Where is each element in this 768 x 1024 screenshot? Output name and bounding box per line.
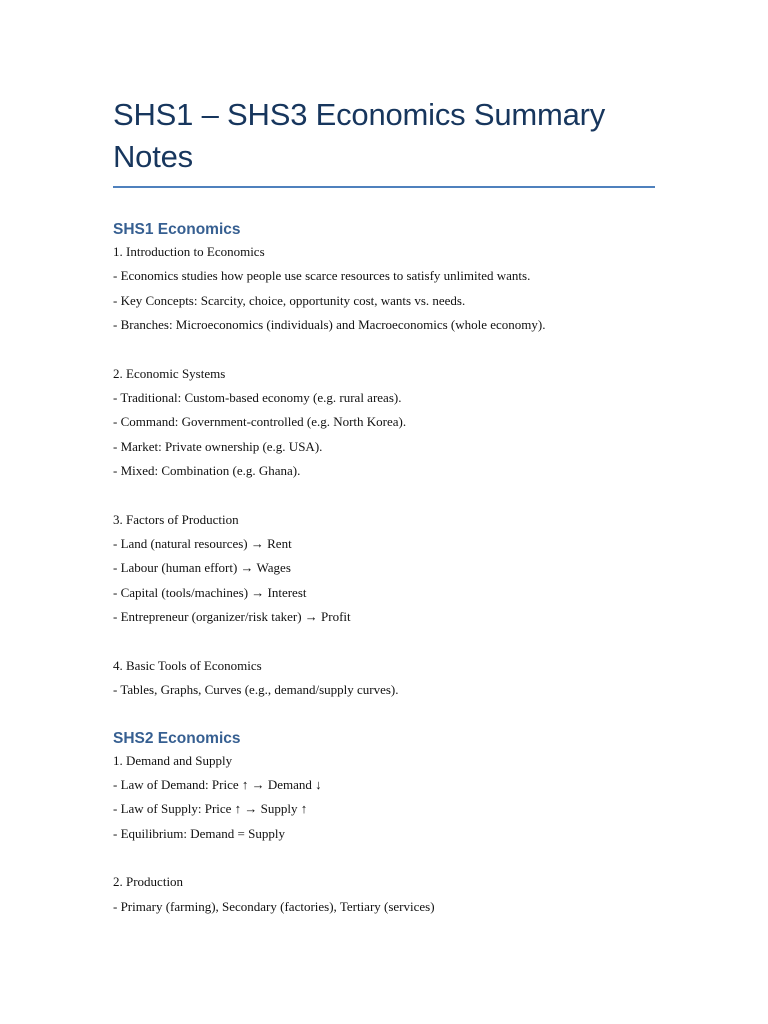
- bullet-line: - Land (natural resources) → Rent: [113, 536, 292, 552]
- bullet-line: - Equilibrium: Demand = Supply: [113, 825, 285, 841]
- topic-factors-of-production: [113, 508, 655, 630]
- section-heading: SHS1 Economics: [113, 221, 241, 238]
- topic-production: [113, 870, 655, 919]
- bullet-line: - Market: Private ownership (e.g. USA).: [113, 438, 323, 454]
- topic-title: 2. Economic Systems: [113, 365, 226, 381]
- topic-economic-systems: [113, 362, 655, 484]
- bullet-line: - Entrepreneur (organizer/risk taker) → Profit: [113, 609, 351, 625]
- bullet-line: - Key Concepts: Scarcity, choice, opportunity cost, wants vs. needs.: [113, 292, 466, 308]
- topic-title: 4. Basic Tools of Economics: [113, 657, 262, 673]
- title-underline: [113, 186, 655, 188]
- section-shs1: [113, 220, 655, 703]
- document-title: SHS1 – SHS3 Economics Summary Notes: [113, 97, 606, 174]
- bullet-line: - Law of Demand: Price ↑ → Demand ↓: [113, 776, 322, 792]
- topic-title: 1. Demand and Supply: [113, 752, 233, 768]
- document-page: [113, 94, 655, 919]
- section-heading: SHS2 Economics: [113, 729, 241, 747]
- topic-title: 1. Introduction to Economics: [113, 244, 265, 259]
- bullet-line: - Law of Supply: Price ↑ → Supply ↑: [113, 801, 308, 817]
- section-shs2: [113, 729, 655, 919]
- topic-basic-tools: [113, 654, 655, 703]
- bullet-line: - Traditional: Custom-based economy (e.g. rural areas).: [113, 390, 402, 406]
- bullet-line: - Branches: Microeconomics (individuals) and Macroeconomics (whole economy).: [113, 317, 546, 333]
- topic-introduction: [113, 240, 655, 338]
- topic-title: 3. Factors of Production: [113, 511, 239, 527]
- bullet-line: - Primary (farming), Secondary (factories), Tertiary (services): [113, 898, 435, 914]
- bullet-line: - Capital (tools/machines) → Interest: [113, 584, 307, 600]
- bullet-line: - Labour (human effort) → Wages: [113, 560, 291, 576]
- bullet-line: - Mixed: Combination (e.g. Ghana).: [113, 463, 301, 479]
- bullet-line: - Command: Government-controlled (e.g. North Korea).: [113, 414, 407, 430]
- topic-title: 2. Production: [113, 874, 184, 890]
- topic-demand-and-supply: [113, 749, 655, 847]
- bullet-line: - Tables, Graphs, Curves (e.g., demand/supply curves).: [113, 682, 399, 698]
- bullet-line: - Economics studies how people use scarce resources to satisfy unlimited wants.: [113, 268, 531, 284]
